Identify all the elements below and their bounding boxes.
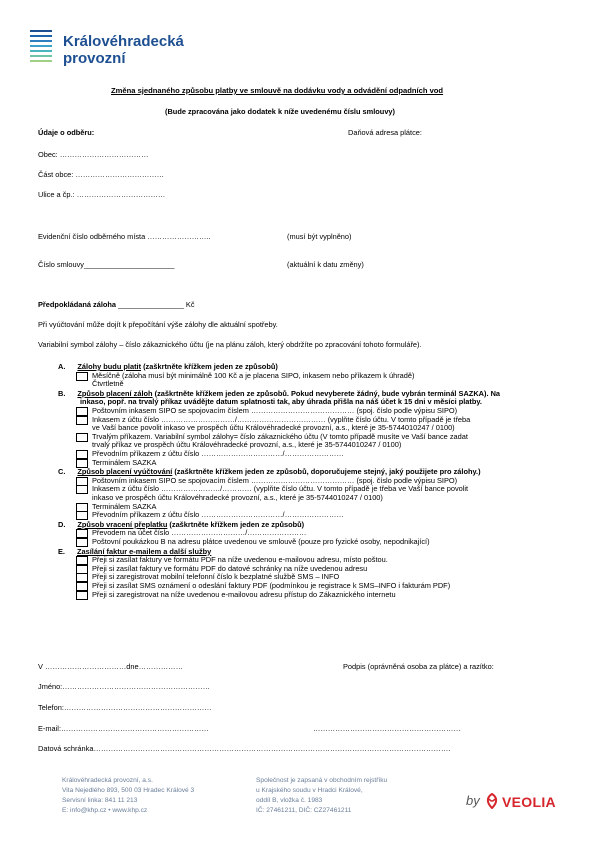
- document-subtitle: (Bude zpracována jako dodatek k níže uvedenému číslu smlouvy): [165, 107, 395, 116]
- by-text: by: [466, 793, 480, 808]
- option-label: Přeji si zasílat faktury ve formátu PDF do datové schránky na níže uvedenou adresu: [92, 563, 368, 573]
- section-title: Způsob placení záloh: [77, 388, 153, 398]
- company-logo: [63, 33, 184, 67]
- section-letter: C.: [58, 467, 66, 477]
- veolia-logo-icon: [484, 793, 500, 811]
- note-vyuctovani: Při vyúčtování může dojít k přepočítání výše zálohy dle aktuální spotřeby.: [38, 320, 278, 329]
- section-title: Způsob vracení přeplatku: [77, 519, 168, 529]
- footer-company-line: E: info@khp.cz • www.khp.cz: [62, 807, 148, 814]
- option-label: Poštovním inkasem SIPO se spojovacím číslem …………………………………… (spoj. číslo podle výpisu SIPO): [92, 406, 458, 415]
- podpis-label: Podpis (oprávněná osoba za plátce) a razítko:: [343, 662, 494, 671]
- option-label: Přeji si zasílat faktury ve formátu PDF na níže uvedenou e-mailovou adresu, místo poštou.: [92, 555, 388, 565]
- option-label: Přeji si zaregistrovat na níže uvedenou e-mailovou adresu přístup do Zákaznického internetu: [92, 589, 396, 599]
- section-instruction: (zaškrtněte křížkem jeden ze způsobů): [141, 362, 278, 371]
- option-checkbox[interactable]: [76, 372, 88, 381]
- footer-registry-line: u Krajského soudu v Hradci Králové,: [256, 787, 363, 794]
- cislo-smlouvy-note: (aktuální k datu změny): [287, 260, 364, 269]
- zaloha-field[interactable]: [38, 300, 195, 309]
- option-label: Inkasem z účtu číslo …………………………/……………………………… (vyplňte číslo účtu. V tomto případě je třeba: [92, 414, 471, 424]
- option-label: Přeji si zasílat SMS oznámení o odeslání faktury PDF (podmínkou je registrace k SMS–INFO i fakturám PDF): [92, 581, 451, 590]
- ulice-field[interactable]: Ulice a čp.: ………………………………: [38, 190, 166, 199]
- obec-field[interactable]: Obec: ………………………………: [38, 150, 149, 159]
- footer-registry-line: IČ: 27461211, DIČ: CZ27461211: [256, 807, 352, 814]
- section-letter: A.: [58, 362, 66, 371]
- option-label: Terminálem SAZKA: [92, 457, 157, 467]
- option-label-cont: inkaso ve prospěch účtu Královéhradecké provozní, a.s., které je 35-5744010247 / 0100): [92, 493, 383, 502]
- telefon-field[interactable]: Telefon:……………………………………………………: [38, 703, 212, 712]
- evidencni-cislo-note: (musí být vyplněno): [287, 232, 352, 241]
- document-title: Změna sjednaného způsobu platby ve smlouvě na dodávku vody a odvádění odpadních vod: [111, 86, 444, 95]
- option-label: Čtvrtletně: [92, 379, 124, 389]
- option-label: Poštovní poukázkou B na adresu plátce uvedenou ve smlouvě (pouze pro fyzické osoby, nepodnikající): [92, 537, 430, 546]
- option-checkbox[interactable]: [76, 433, 88, 442]
- datova-schranka-field[interactable]: Datová schránka……………………………………………………………………………………………………………………………….: [38, 744, 451, 753]
- section-instruction: (zaškrtněte křížkem jeden ze způsobů, doporučujeme stejný, jaký použijete pro zálohy.): [172, 467, 481, 477]
- footer-company-line: Vita Nejedlého 893, 500 03 Hradec Králové 3: [62, 787, 195, 794]
- option-label: Poštovním inkasem SIPO se spojovacím číslem …………………………………… (spoj. číslo podle výpisu SIPO): [92, 475, 458, 485]
- option-label: Měsíčně (záloha musí být minimálně 100 Kč a je placena SIPO, inkasem nebo příkazem k úhradě): [92, 370, 415, 380]
- footer-registry-line: Společnost je zapsaná v obchodním rejstříku: [256, 777, 388, 784]
- footer-company-line: Královéhradecká provozní, a.s.: [62, 777, 153, 784]
- odberu-label: Údaje o odběru:: [38, 128, 95, 137]
- section-title: Zálohy budu platit: [77, 362, 142, 371]
- option-checkbox[interactable]: [76, 485, 88, 494]
- option-label: Převodem na účet číslo …………………………/……………………: [92, 528, 307, 538]
- section-instruction: (zaškrtněte křížkem jeden ze způsobů. Pokud nevyberete žádný, bude vybrán terminál SAZKA). Na: [152, 388, 501, 398]
- option-label: Převodním příkazem z účtu číslo ……………………………/……………………: [92, 449, 344, 458]
- email-field[interactable]: E-mail:……………………………………………………: [38, 724, 209, 733]
- zaloha-value: ________________ Kč: [118, 300, 195, 309]
- section-title: Způsob placení vyúčtování: [77, 467, 173, 477]
- section-instruction-cont: inkaso, popř. na trvalý příkaz uvádějte datum splatnosti tak, aby úhrada přišla na náš účet k 15 dni v měsíci platby.: [80, 397, 482, 407]
- option-label: Trvalým příkazem. Variabilní symbol zálohy= číslo zákaznického účtu (V tomto případě musíte ve Vaší bance zadat: [92, 431, 468, 441]
- jmeno-field[interactable]: Jméno:……………………………………………………: [38, 682, 211, 691]
- option-label: Terminálem SAZKA: [92, 501, 157, 511]
- footer-registry: [256, 776, 387, 816]
- footer-registry-line: oddíl B, vložka č. 1983: [256, 797, 323, 804]
- section-letter: D.: [58, 519, 66, 529]
- section-title: Zasílání faktur e-mailem a další služby: [76, 546, 212, 556]
- logo-line-2: provozní: [63, 50, 126, 67]
- option-checkbox[interactable]: [76, 591, 88, 600]
- option-label: Převodním příkazem z účtu číslo ……………………………/……………………: [92, 510, 344, 520]
- logo-bars: [30, 30, 52, 65]
- section-letter: B.: [58, 388, 66, 398]
- option-label: Inkasem z účtu číslo ……………………/………… (vyplňte číslo účtu. V tomto případě je třeba ve Vaší bance povolit: [92, 484, 469, 494]
- veolia-brand: VEOLIA: [502, 794, 556, 810]
- logo-line-1: Královéhradecká: [63, 33, 184, 50]
- evidencni-cislo-field[interactable]: Evidenční číslo odběrného místa ……………………..: [38, 232, 211, 241]
- note-variabilni: Variabilní symbol zálohy – číslo zákaznického účtu (je na plánu záloh, který obdržíte po zpracování tohoto formuláře).: [38, 340, 422, 349]
- zaloha-label: Předpokládaná záloha: [38, 300, 117, 309]
- option-label: Přeji si zaregistrovat mobilní telefonní číslo k bezplatné službě SMS – INFO: [92, 572, 340, 582]
- option-checkbox[interactable]: [76, 416, 88, 425]
- section-letter: E.: [58, 546, 65, 556]
- footer-company: [62, 776, 194, 816]
- danova-adresa-label: Daňová adresa plátce:: [348, 128, 422, 137]
- option-label-cont: trvalý příkaz ve prospěch účtu Královéhradecké provozní, a.s., které je 35-5744010247 / 0100): [92, 440, 402, 450]
- footer-company-line: Servisní linka: 841 11 213: [62, 797, 138, 804]
- cislo-smlouvy-field[interactable]: Číslo smlouvy______________________: [38, 260, 175, 269]
- v-dne-field[interactable]: V ……………………………dne………………: [38, 662, 183, 671]
- email-signature-line[interactable]: ……………………………………………………: [313, 724, 461, 733]
- section-instruction: (zaškrtněte křížkem jeden ze způsobů): [167, 519, 305, 529]
- cast-obce-field[interactable]: Část obce: ………………………………: [38, 170, 165, 179]
- option-label-cont: ve Vaší bance povolit inkaso ve prospěch účtu Královéhradecké provozní, a.s., které je 35-5744010247 / 0100): [92, 423, 455, 433]
